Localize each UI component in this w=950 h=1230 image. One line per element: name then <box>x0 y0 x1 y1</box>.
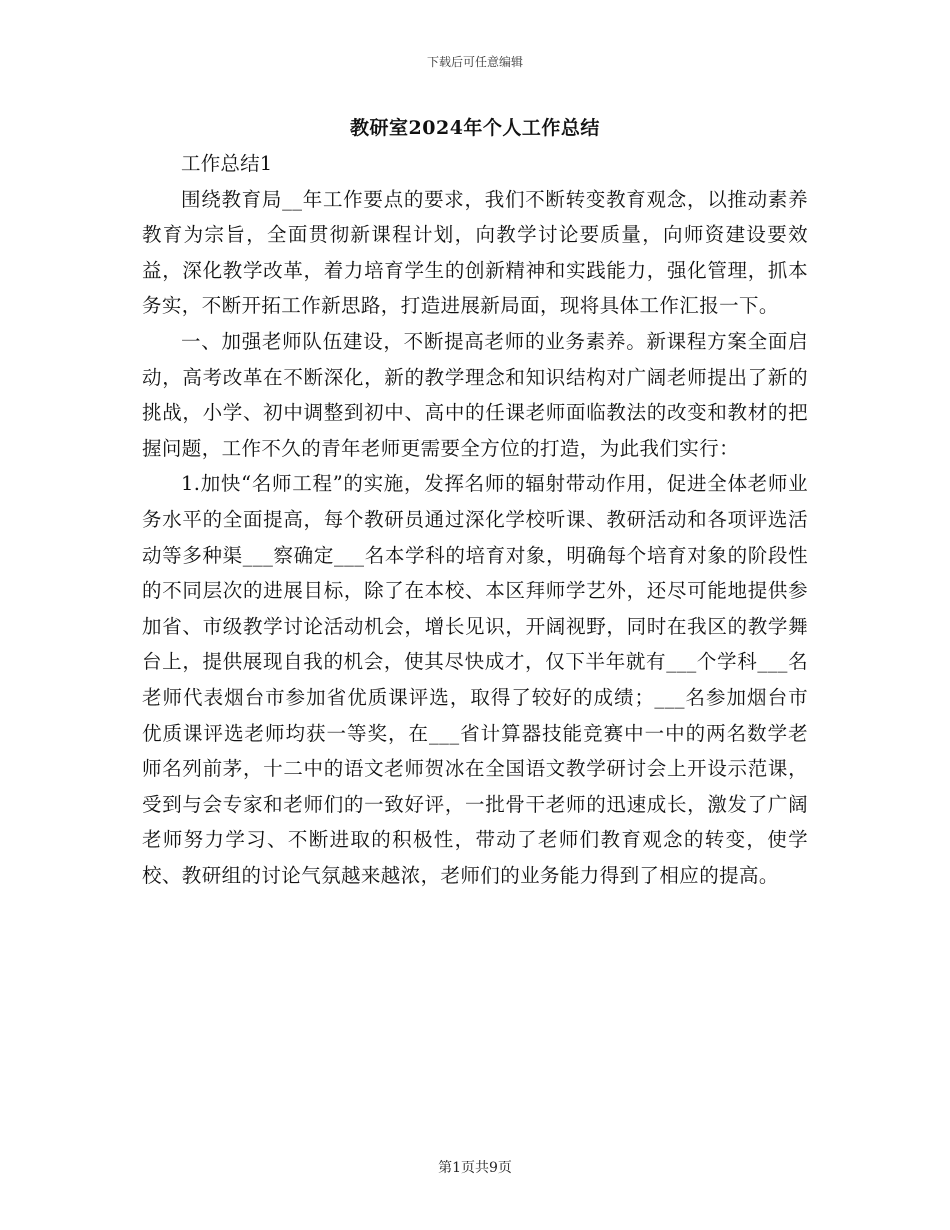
document-body <box>142 146 808 893</box>
paragraph-section-one: 一、加强老师队伍建设，不断提高老师的业务素养。新课程方案全面启动，高考改革在不断深化，新的教学理念和知识结构对广阔老师提出了新的挑战，小学、初中调整到初中、高中的任课老师面临教法的改变和教材的把握问题，工作不久的青年老师更需要全方位的打造，为此我们实行： <box>142 329 808 460</box>
section-label: 工作总结1 <box>181 152 273 175</box>
page-indicator: 第1页共9页 <box>438 1160 512 1176</box>
document-title: 教研室2024年个人工作总结 <box>350 117 600 139</box>
paragraph-intro: 围绕教育局__年工作要点的要求，我们不断转变教育观念，以推动素养教育为宗旨，全面贯彻新课程计划，向教学讨论要质量，向师资建设要效益，深化教学改革，着力培育学生的创新精神和实践能力，强化管理，抓本务实，不断开拓工作新思路，打造进展新局面，现将具体工作汇报一下。 <box>142 187 808 318</box>
paragraph-item-one: 1.加快“名师工程”的实施，发挥名师的辐射带动作用，促进全体老师业务水平的全面提高，每个教研员通过深化学校听课、教研活动和各项评选活动等多种渠___察确定___名本学科的培育对象，明确每个培育对象的阶段性的不同层次的进展目标，除了在本校、本区拜师学艺外，还尽可能地提供参加省、市级教学讨论活动机会，增长见识，开阔视野，同时在我区的教学舞台上，提供展现自我的机会，使其尽快成才，仅下半年就有___个学科___名老师代表烟台市参加省优质课评选，取得了较好的成绩；___名参加烟台市优质课评选老师均获一等奖，在___省计算器技能竞赛中一中的两名数学老师名列前茅，十二中的语文老师贺冰在全国语文教学研讨会上开设示范课，受到与会专家和老师们的一致好评，一批骨干老师的迅速成长，激发了广阔老师努力学习、不断进取的积极性，带动了老师们教育观念的转变，使学校、教研组的讨论气氛越来越浓，老师们的业务能力得到了相应的提高。 <box>142 472 808 887</box>
header-note: 下载后可任意编辑 <box>426 55 523 69</box>
